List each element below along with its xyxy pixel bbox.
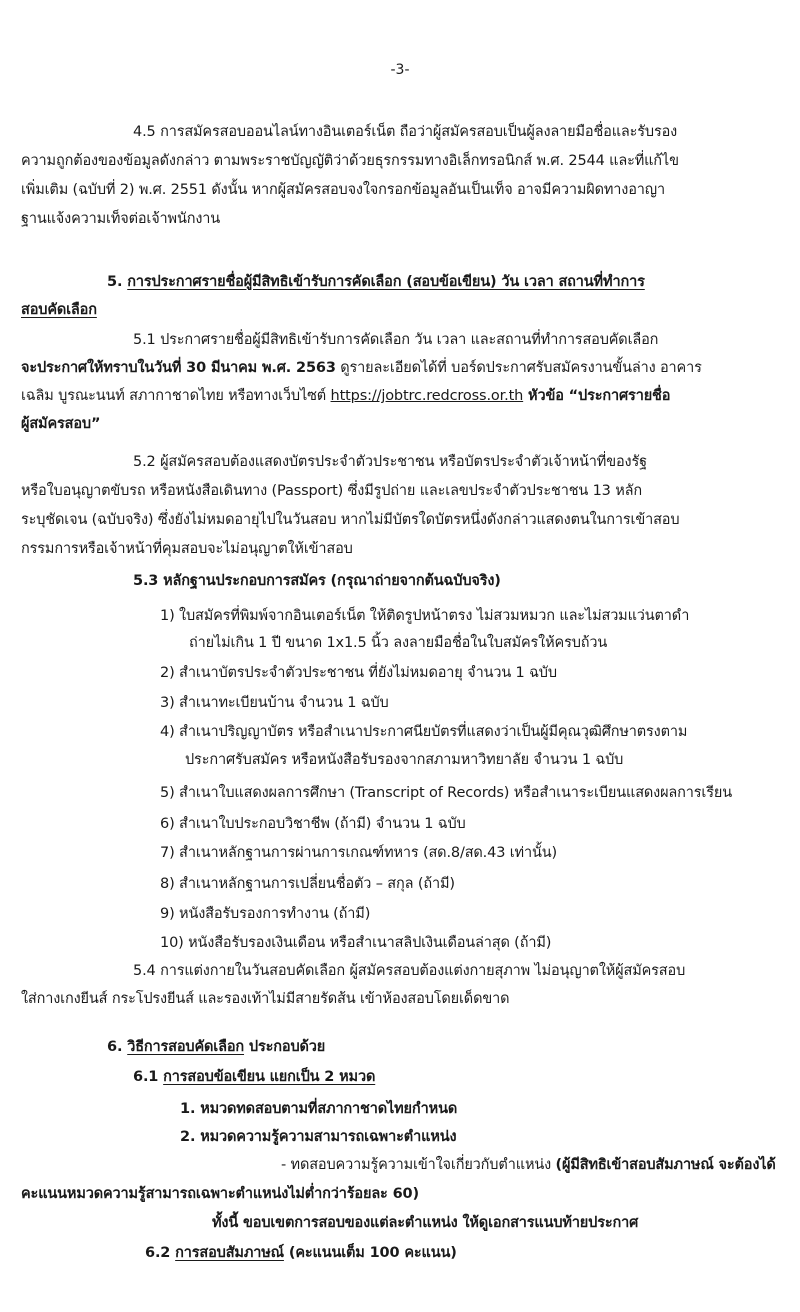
s5-3-item-7: 7) สำเนาหลักฐานการผ่านการเกณฑ์ทหาร (สด.8/สด.43 เท่านั้น) [160,845,557,861]
s6-2-rest: (คะแนนเต็ม 100 คะแนน) [283,1245,457,1261]
s5-1-line-2-rest: ดูรายละเอียดได้ที่ บอร์ดประกาศรับสมัครงานขั้นล่าง อาคาร [335,360,702,376]
section-5-title-cont: สอบคัดเลือก [21,302,97,318]
s5-3-item-3: 3) สำเนาทะเบียนบ้าน จำนวน 1 ฉบับ [160,695,389,711]
s5-4-line-2: ใส่กางเกงยีนส์ กระโปรงยีนส์ และรองเท้าไม่มีสายรัดส้น เข้าห้องสอบโดยเด็ดขาด [21,991,510,1007]
s5-3-item-8: 8) สำเนาหลักฐานการเปลี่ยนชื่อตัว – สกุล (ถ้ามี) [160,876,455,892]
section-6-title-rest: ประกอบด้วย [244,1039,326,1055]
s4-5-line-2: ความถูกต้องของข้อมูลดังกล่าว ตามพระราชบัญญัติว่าด้วยธุรกรรมทางอิเล็กทรอนิกส์ พ.ศ. 2544 และที่แก้ไข [21,153,679,169]
s6-1-category-1: 1. หมวดทดสอบตามที่สภากาชาดไทยกำหนด [180,1101,458,1117]
s5-3-item-10: 10) หนังสือรับรองเงินเดือน หรือสำเนาสลิปเงินเดือนล่าสุด (ถ้ามี) [160,935,552,951]
s5-3-item-1-cont: ถ่ายไม่เกิน 1 ปี ขนาด 1x1.5 นิ้ว ลงลายมือชื่อในใบสมัครให้ครบถ้วน [189,635,608,651]
s4-5-line-1: 4.5 การสมัครสอบออนไลน์ทางอินเตอร์เน็ต ถือว่าผู้สมัครสอบเป็นผู้ลงลายมือชื่อและรับรอง [133,124,678,140]
s4-5-line-4: ฐานแจ้งความเท็จต่อเจ้าพนักงาน [21,211,221,227]
s6-1-title: การสอบข้อเขียน แยกเป็น 2 หมวด [163,1069,376,1085]
s5-1-line-1: 5.1 ประกาศรายชื่อผู้มีสิทธิเข้ารับการคัดเลือก วัน เวลา และสถานที่ทำการสอบคัดเลือก [133,332,659,348]
s5-2-line-2: หรือใบอนุญาตขับรถ หรือหนังสือเดินทาง (Passport) ซึ่งมีรูปถ่าย และเลขประจำตัวประชาชน 13 หลัก [21,483,642,499]
s6-1-note-line-3: ทั้งนี้ ขอบเขตการสอบของแต่ละตำแหน่ง ให้ดูเอกสารแนบท้ายประกาศ [212,1215,639,1231]
s5-2-line-4: กรรมการหรือเจ้าหน้าที่คุมสอบจะไม่อนุญาตให้เข้าสอบ [21,541,353,557]
s5-3-item-5: 5) สำเนาใบแสดงผลการศึกษา (Transcript of Records) หรือสำเนาระเบียนแสดงผลการเรียน [160,785,732,801]
section-5-title: การประกาศรายชื่อผู้มีสิทธิเข้ารับการคัดเลือก (สอบข้อเขียน) วัน เวลา สถานที่ทำการ [127,274,645,290]
s6-1-note-line-2: คะแนนหมวดความรู้สามารถเฉพาะตำแหน่งไม่ต่ำกว่าร้อยละ 60) [21,1186,419,1202]
s5-3-item-4-cont: ประกาศรับสมัคร หรือหนังสือรับรองจากสภามหาวิทยาลัย จำนวน 1 ฉบับ [185,752,624,768]
section-6-heading [107,1037,325,1057]
s6-1-note-1a: - ทดสอบความรู้ความเข้าใจเกี่ยวกับตำแหน่ง [281,1157,556,1173]
s5-4-line-1: 5.4 การแต่งกายในวันสอบคัดเลือก ผู้สมัครสอบต้องแต่งกายสุภาพ ไม่อนุญาตให้ผู้สมัครสอบ [133,963,686,979]
s6-2-number: 6.2 [145,1245,176,1261]
s6-1-heading [133,1067,375,1087]
s5-1-line-3 [21,386,670,406]
s5-3-item-4: 4) สำเนาปริญญาบัตร หรือสำเนาประกาศนียบัตรที่แสดงว่าเป็นผู้มีคุณวุฒิศึกษาตรงตาม [160,724,688,740]
s5-3-title: 5.3 หลักฐานประกอบการสมัคร (กรุณาถ่ายจากต้นฉบับจริง) [133,573,501,589]
s5-1-line-4: ผู้สมัครสอบ” [21,416,101,432]
s6-1-note-1b: (ผู้มีสิทธิเข้าสอบสัมภาษณ์ จะต้องได้ [555,1157,776,1173]
section-5-number: 5. [107,274,123,290]
s6-1-number: 6.1 [133,1069,164,1085]
s5-1-line-3-post: หัวข้อ “ประกาศรายชื่อ [523,388,671,404]
s5-1-line-3-pre: เฉลิม บูรณะนนท์ สภากาชาดไทย หรือทางเว็บไซต์ [21,388,331,404]
s6-1-category-2: 2. หมวดความรู้ความสามารถเฉพาะตำแหน่ง [180,1129,457,1145]
s5-2-line-1: 5.2 ผู้สมัครสอบต้องแสดงบัตรประจำตัวประชาชน หรือบัตรประจำตัวเจ้าหน้าที่ของรัฐ [133,454,647,470]
announce-date: จะประกาศให้ทราบในวันที่ 30 มีนาคม พ.ศ. 2563 [21,360,336,376]
s5-3-item-1: 1) ใบสมัครที่พิมพ์จากอินเตอร์เน็ต ให้ติดรูปหน้าตรง ไม่สวมหมวก และไม่สวมแว่นตาดำ [160,608,690,624]
s4-5-line-3: เพิ่มเติม (ฉบับที่ 2) พ.ศ. 2551 ดังนั้น หากผู้สมัครสอบจงใจกรอกข้อมูลอันเป็นเท็จ อาจมีความผิดทางอาญา [21,182,665,198]
section-6-title: วิธีการสอบคัดเลือก [127,1039,245,1055]
section-5-heading [107,272,645,292]
page-number: -3- [390,62,410,78]
jobtrc-link[interactable]: https://jobtrc.redcross.or.th [330,388,524,404]
s5-3-item-9: 9) หนังสือรับรองการทำงาน (ถ้ามี) [160,906,371,922]
s5-1-line-2 [21,358,702,378]
s5-2-line-3: ระบุชัดเจน (ฉบับจริง) ซึ่งยังไม่หมดอายุไปในวันสอบ หากไม่มีบัตรใดบัตรหนึ่งดังกล่าวแสดงตนในการเข้าสอบ [21,512,680,528]
s5-3-item-6: 6) สำเนาใบประกอบวิชาชีพ (ถ้ามี) จำนวน 1 ฉบับ [160,816,466,832]
s6-1-note-line-1 [281,1155,776,1175]
s6-2-title: การสอบสัมภาษณ์ [175,1245,284,1261]
s5-3-item-2: 2) สำเนาบัตรประจำตัวประชาชน ที่ยังไม่หมดอายุ จำนวน 1 ฉบับ [160,665,557,681]
section-6-number: 6. [107,1039,123,1055]
s6-2-heading [145,1243,457,1263]
